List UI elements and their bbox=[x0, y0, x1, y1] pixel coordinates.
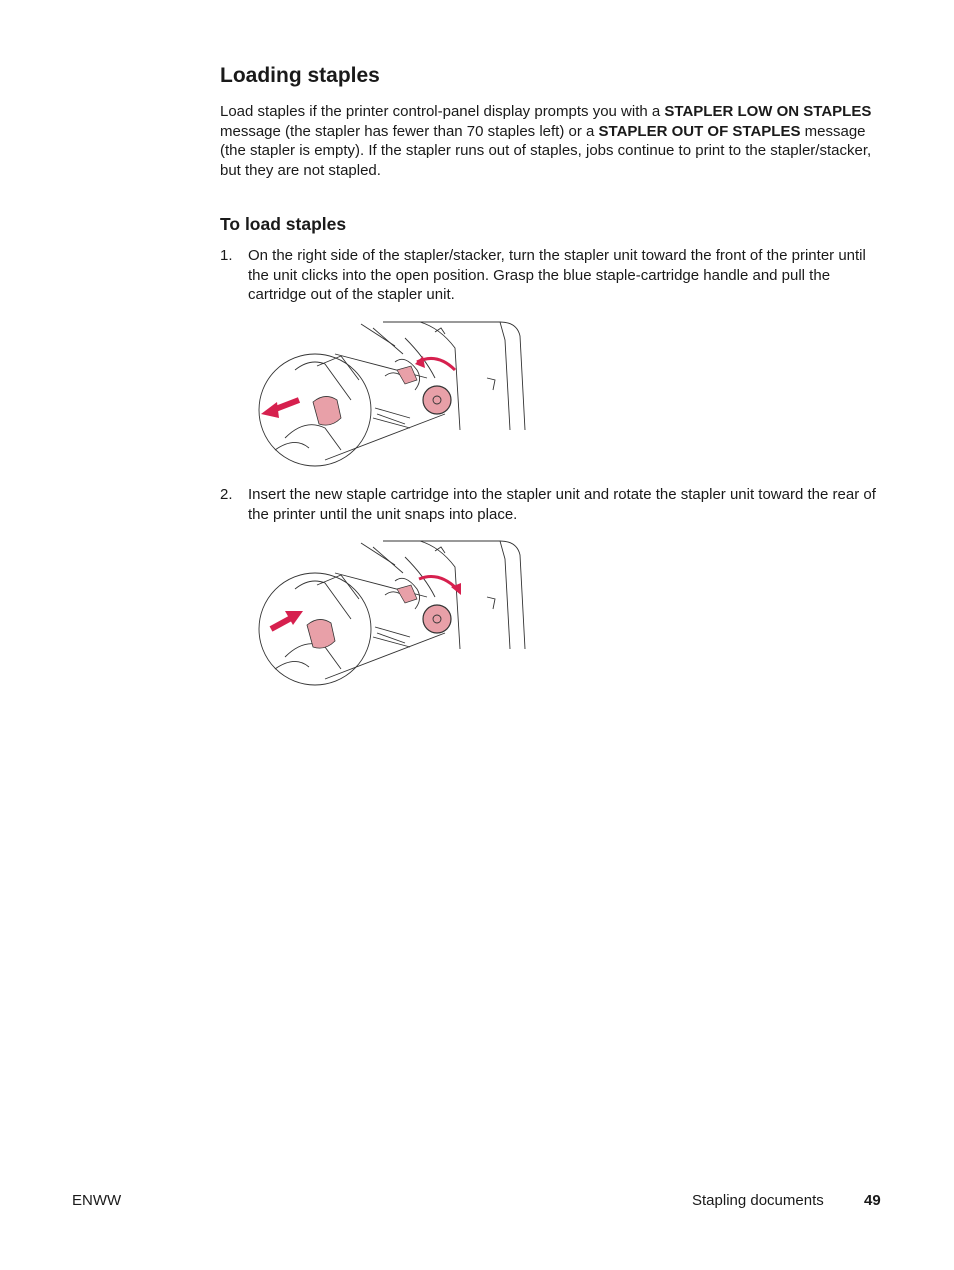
step-text: Insert the new staple cartridge into the stapler unit and rotate the stapler unit toward the rear of the printer until the unit snaps into place. bbox=[248, 486, 876, 523]
intro-text-1: Load staples if the printer control-panel display prompts you with a bbox=[220, 103, 665, 120]
insert-cartridge-illustration bbox=[255, 537, 535, 687]
step-number: 2. bbox=[220, 486, 233, 503]
intro-message-out: STAPLER OUT OF STAPLES bbox=[598, 122, 801, 140]
step-2 bbox=[220, 485, 885, 525]
step-1 bbox=[220, 246, 885, 306]
page-number: 49 bbox=[864, 1192, 881, 1209]
remove-cartridge-illustration bbox=[255, 318, 535, 468]
section-title: To load staples bbox=[220, 214, 347, 234]
intro-message-low: STAPLER LOW ON STAPLES bbox=[664, 103, 872, 120]
intro-paragraph bbox=[220, 102, 885, 180]
footer-manual-id: ENWW bbox=[72, 1192, 122, 1209]
intro-text-2: message (the stapler has fewer than 70 staples left) or a bbox=[220, 122, 599, 140]
step-number: 1. bbox=[220, 247, 233, 264]
intro-text-3: message (the stapler is empty). If the stapler runs out of staples, jobs continue to print to the stapler/stacker, but they are not stapled. bbox=[220, 122, 872, 179]
footer-section-name: Stapling documents bbox=[692, 1192, 824, 1209]
page-title: Loading staples bbox=[220, 64, 380, 87]
step-text: On the right side of the stapler/stacker, turn the stapler unit toward the front of the printer until the unit clicks into the open position. Grasp the blue staple-cartridge handle and pull the cartridge out of the stapler unit. bbox=[248, 247, 866, 304]
